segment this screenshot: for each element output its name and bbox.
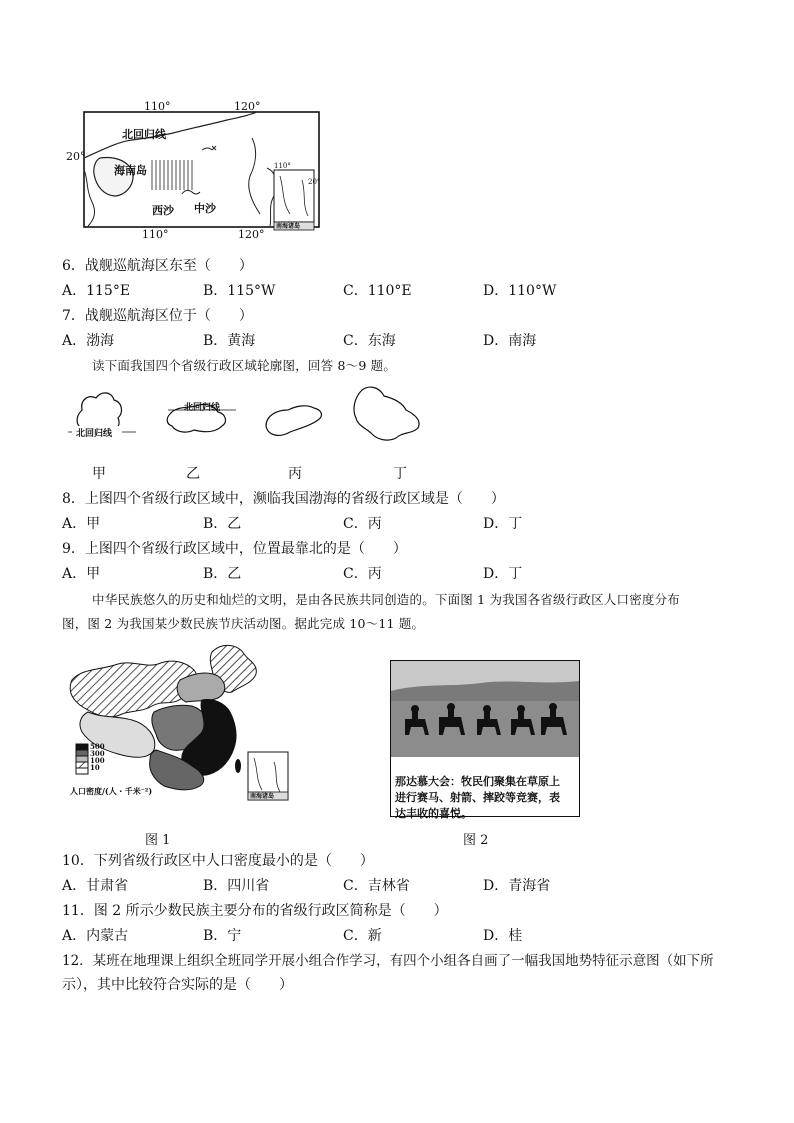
legend-value-500: 500	[90, 742, 105, 751]
question-10-stem: 10．下列省级行政区中人口密度最小的是（ ）	[62, 853, 374, 869]
map1-lat-left: 20°	[66, 150, 86, 163]
legend-title: 人口密度/(人・千米⁻²)	[70, 786, 153, 796]
question-11-stem: 11．图 2 所示少数民族主要分布的省级行政区简称是（ ）	[62, 903, 448, 919]
question-12-stem-line2: 示），其中比较符合实际的是（ ）	[62, 977, 293, 993]
q9-option-d[interactable]: D．丁	[483, 566, 523, 582]
q10-option-a[interactable]: A．甘肃省	[62, 878, 129, 894]
q9-option-b[interactable]: B．乙	[203, 566, 242, 582]
q8-option-a[interactable]: A．甲	[62, 516, 101, 532]
map1-inset-label: 南海诸岛	[276, 223, 301, 230]
naadam-caption-text-1: 那达慕大会：牧民们聚集在草原上	[395, 775, 560, 788]
map1-tropic-label: 北回归线	[122, 128, 166, 141]
q11-option-c[interactable]: C．新	[343, 928, 382, 944]
q6-option-c[interactable]: C．110°E	[343, 283, 412, 299]
q7-option-c[interactable]: C．东海	[343, 333, 396, 349]
map1-lat-inset: 20°	[308, 178, 321, 186]
q8-option-b[interactable]: B．乙	[203, 516, 242, 532]
q10-option-c[interactable]: C．吉林省	[343, 878, 410, 894]
population-density-map	[62, 640, 302, 815]
intro-questions-10-11-line1: 中华民族悠久的历史和灿烂的文明，是由各民族共同创造的。下面图 1 为我国各省级行政区人口密度分布	[92, 592, 681, 607]
q11-option-b[interactable]: B．宁	[203, 928, 242, 944]
question-8-stem: 8．上图四个省级行政区域中，濒临我国渤海的省级行政区域是（ ）	[62, 491, 505, 507]
map1-lon-top-right: 120°	[234, 100, 261, 113]
naadam-caption-text-2: 进行赛马、射箭、摔跤等竞赛，表	[395, 791, 560, 804]
naadam-photo-figure	[390, 660, 580, 820]
legend-value-100: 100	[90, 756, 105, 765]
map1-xisha-label: 西沙	[152, 204, 174, 217]
map1-lon-top-left: 110°	[144, 100, 171, 113]
naadam-caption-text-3: 达丰收的喜悦。	[395, 807, 472, 820]
q10-option-b[interactable]: B．四川省	[203, 878, 270, 894]
province-jia-tropic-label: 北回归线	[76, 429, 113, 439]
q11-option-a[interactable]: A．内蒙古	[62, 928, 129, 944]
q7-option-d[interactable]: D．南海	[483, 333, 537, 349]
legend-value-300: 300	[90, 749, 105, 758]
province-yi-tropic-label: 北回归线	[184, 403, 221, 413]
province-label-ding: 丁	[393, 466, 407, 482]
province-outlines	[62, 380, 442, 470]
question-12-stem-line1: 12．某班在地理课上组织全班同学开展小组合作学习，有四个小组各自画了一幅我国地势特征示意图（如下所	[62, 953, 714, 969]
province-label-bing: 丙	[288, 466, 302, 482]
map1-lon-bottom-right: 120°	[238, 228, 265, 241]
q8-option-d[interactable]: D．丁	[483, 516, 523, 532]
q6-option-b[interactable]: B．115°W	[203, 283, 276, 299]
sea-area-map	[62, 98, 322, 243]
question-6-stem: 6．战舰巡航海区东至（ ）	[62, 258, 253, 274]
q9-option-a[interactable]: A．甲	[62, 566, 101, 582]
intro-questions-10-11-line2: 图，图 2 为我国某少数民族节庆活动图。据此完成 10～11 题。	[62, 616, 425, 631]
map1-lon-bottom-left: 110°	[142, 228, 169, 241]
naadam-photo	[391, 661, 579, 757]
map1-lon-inset: 110°	[274, 162, 291, 170]
q10-option-d[interactable]: D．青海省	[483, 878, 551, 894]
q8-option-c[interactable]: C．丙	[343, 516, 382, 532]
fig2-caption: 图 2	[463, 833, 489, 848]
q11-option-d[interactable]: D．桂	[483, 928, 523, 944]
province-label-yi: 乙	[186, 466, 200, 482]
map1-hainan-label: 海南岛	[114, 164, 147, 177]
q7-option-a[interactable]: A．渤海	[62, 333, 115, 349]
map1-zhongsha-label: 中沙	[194, 202, 216, 215]
fig1-inset-label: 南海诸岛	[250, 793, 275, 800]
q9-option-c[interactable]: C．丙	[343, 566, 382, 582]
q6-option-a[interactable]: A．115°E	[62, 283, 131, 299]
province-outlines-svg	[62, 380, 442, 470]
fig1-caption: 图 1	[145, 833, 171, 848]
q6-option-d[interactable]: D．110°W	[483, 283, 557, 299]
intro-questions-8-9: 读下面我国四个省级行政区域轮廓图，回答 8～9 题。	[92, 358, 397, 373]
province-label-jia: 甲	[92, 466, 106, 482]
legend-value-10: 10	[90, 763, 100, 772]
q7-option-b[interactable]: B．黄海	[203, 333, 256, 349]
question-9-stem: 9．上图四个省级行政区域中，位置最靠北的是（ ）	[62, 541, 407, 557]
question-7-stem: 7．战舰巡航海区位于（ ）	[62, 308, 253, 324]
